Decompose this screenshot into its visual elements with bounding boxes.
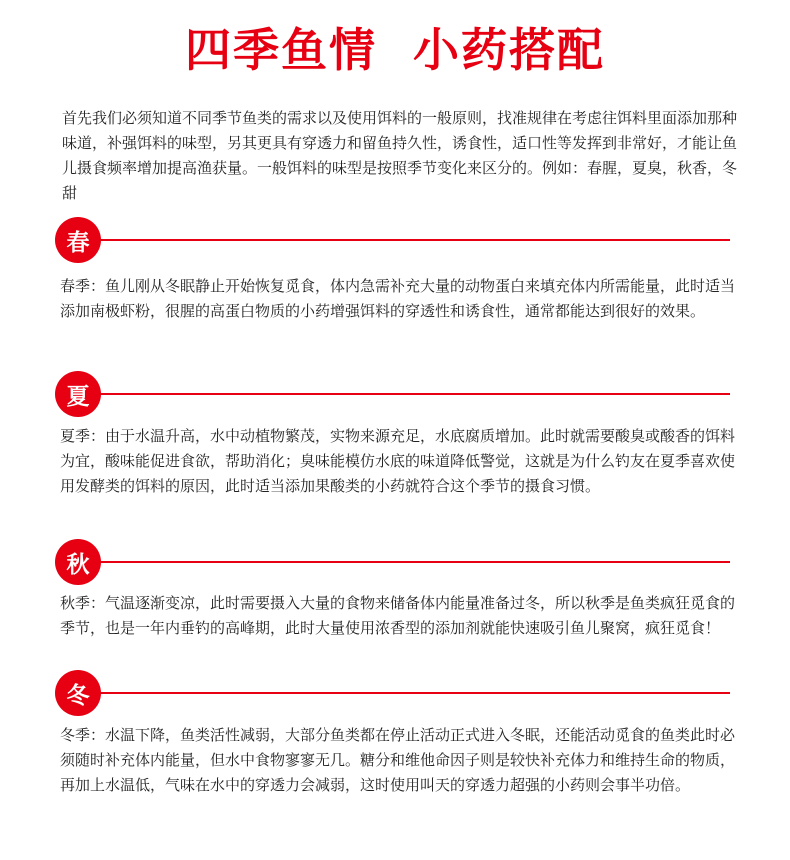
intro-paragraph: 首先我们必须知道不同季节鱼类的需求以及使用饵料的一般原则，找准规律在考虑往饵料里面添加那种味道，补强饵料的味型，另其更具有穿透力和留鱼持久性，诱食性，适口性等发挥到非常好，才能让鱼儿摄食频率增加提高渔获量。一般饵料的味型是按照季节变化来区分的。例如：春腥，夏臭，秋香，冬甜 [62,109,738,202]
section-text-spring: 春季：鱼儿刚从冬眠静止开始恢复觅食，体内急需补充大量的动物蛋白来填充体内所需能量，此时适当添加南极虾粉，很腥的高蛋白物质的小药增强饵料的穿透性和诱食性，通常都能达到很好的效果。 [60,277,736,320]
section-text-winter: 冬季：水温下降，鱼类活性减弱，大部分鱼类都在停止活动正式进入冬眠，还能活动觅食的鱼类此时必须随时补充体内能量，但水中食物寥寥无几。糖分和维他命因子则是较快补充体力和维持生命的物质，再加上水温低，气味在水中的穿透力会减弱，这时使用叫天的穿透力超强的小药则会事半功倍。 [60,726,736,794]
season-badge-autumn: 秋 [55,539,101,585]
section-header-autumn [55,539,735,585]
page-title: 四季鱼情 小药搭配 [184,23,606,77]
section-header-summer [55,371,735,417]
section-text-summer: 夏季：由于水温升高，水中动植物繁茂，实物来源充足，水底腐质增加。此时就需要酸臭或酸香的饵料为宜，酸味能促进食欲，帮助消化；臭味能模仿水底的味道降低警觉，这就是为什么钓友在夏季喜欢使用发酵类的饵料的原因，此时适当添加果酸类的小药就符合这个季节的摄食习惯。 [60,427,736,495]
section-text-autumn: 秋季：气温逐渐变凉，此时需要摄入大量的食物来储备体内能量准备过冬，所以秋季是鱼类疯狂觅食的季节，也是一年内垂钓的高峰期，此时大量使用浓香型的添加剂就能快速吸引鱼儿聚窝，疯狂觅食！ [60,594,736,637]
section-divider [99,239,730,241]
section-header-winter [55,670,735,716]
season-badge-winter: 冬 [55,670,101,716]
section-divider [99,393,730,395]
section-divider [99,561,730,563]
section-divider [99,692,730,694]
section-header-spring [55,217,735,263]
season-badge-summer: 夏 [55,371,101,417]
season-badge-spring: 春 [55,217,101,263]
